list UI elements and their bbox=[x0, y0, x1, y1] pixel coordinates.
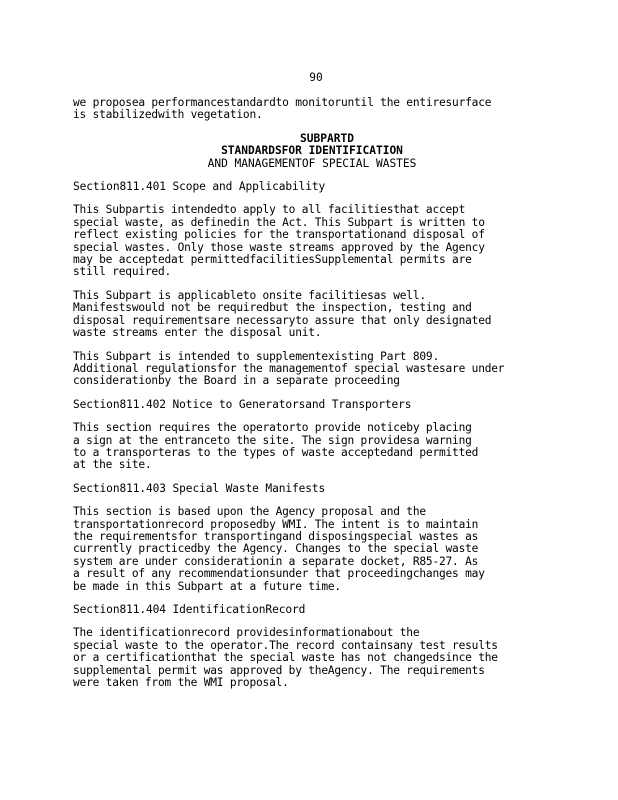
section-paragraph: This Subpart is applicableto onsite facilitiesas well. Manifestswould not be requiredbut the inspection, testing and disposal requirementsare necessaryto assure that only designated waste streams enter the disposal unit. bbox=[73, 288, 492, 340]
subpart-heading bbox=[73, 133, 551, 170]
page-number: 90 bbox=[309, 71, 323, 84]
section-heading: Section811.404 IdentificationRecord bbox=[73, 603, 306, 616]
subpart-subtitle: STANDARDSFOR IDENTIFICATION bbox=[221, 144, 403, 158]
page-content bbox=[73, 97, 551, 700]
section-paragraph: This Subpart is intended to supplementexisting Part 809. Additional regulationsfor the managementof special wastesare under considerationby the Board in a separate proceeding bbox=[73, 349, 505, 388]
intro-paragraph: we proposea performancestandardto monitoruntil the entiresurface is stabilizedwith vegetation. bbox=[73, 96, 492, 122]
section-heading: Section811.403 Special Waste Manifests bbox=[73, 481, 326, 495]
subpart-title: SUBPARTD bbox=[300, 131, 354, 145]
section-paragraph: The identificationrecord providesinformationabout the special waste to the operator.The record containsany test results or a certificationthat the special waste has not changedsince the supplemental permit was approved by theAgency. The requirements were taken from the WMI proposal. bbox=[73, 626, 498, 690]
section-paragraph: This section is based upon the Agency proposal and the transportationrecord proposedby WMI. The intent is to maintain the requirementsfor transportingand disposingspecial wastes as currently practicedby the Agency. Changes to the special waste system are under considerationin a separate docket, R85-27. As a result of any recommendationsunder that proceedingchanges may be made in this Subpart at a future time. bbox=[73, 505, 485, 593]
subpart-subtitle-2: AND MANAGEMENTOF SPECIAL WASTES bbox=[207, 156, 417, 170]
section-heading: Section811.401 Scope and Applicability bbox=[73, 180, 326, 194]
section-paragraph: This Subpartis intendedto apply to all facilitiesthat accept special waste, as definedin the Act. This Subpart is written to reflect existing policies for the transportationand disposal of special wastes. Only those waste streams approved by the Agency may be acceptedat permittedfacilitiesSupplemental permits are still required. bbox=[73, 203, 485, 279]
section-heading: Section811.402 Notice to Generatorsand Transporters bbox=[73, 397, 412, 411]
section-paragraph: This section requires the operatorto provide noticeby placing a sign at the entranceto the site. The sign providesa warning to a transporteras to the types of waste acceptedand permitted at the site. bbox=[73, 421, 479, 472]
